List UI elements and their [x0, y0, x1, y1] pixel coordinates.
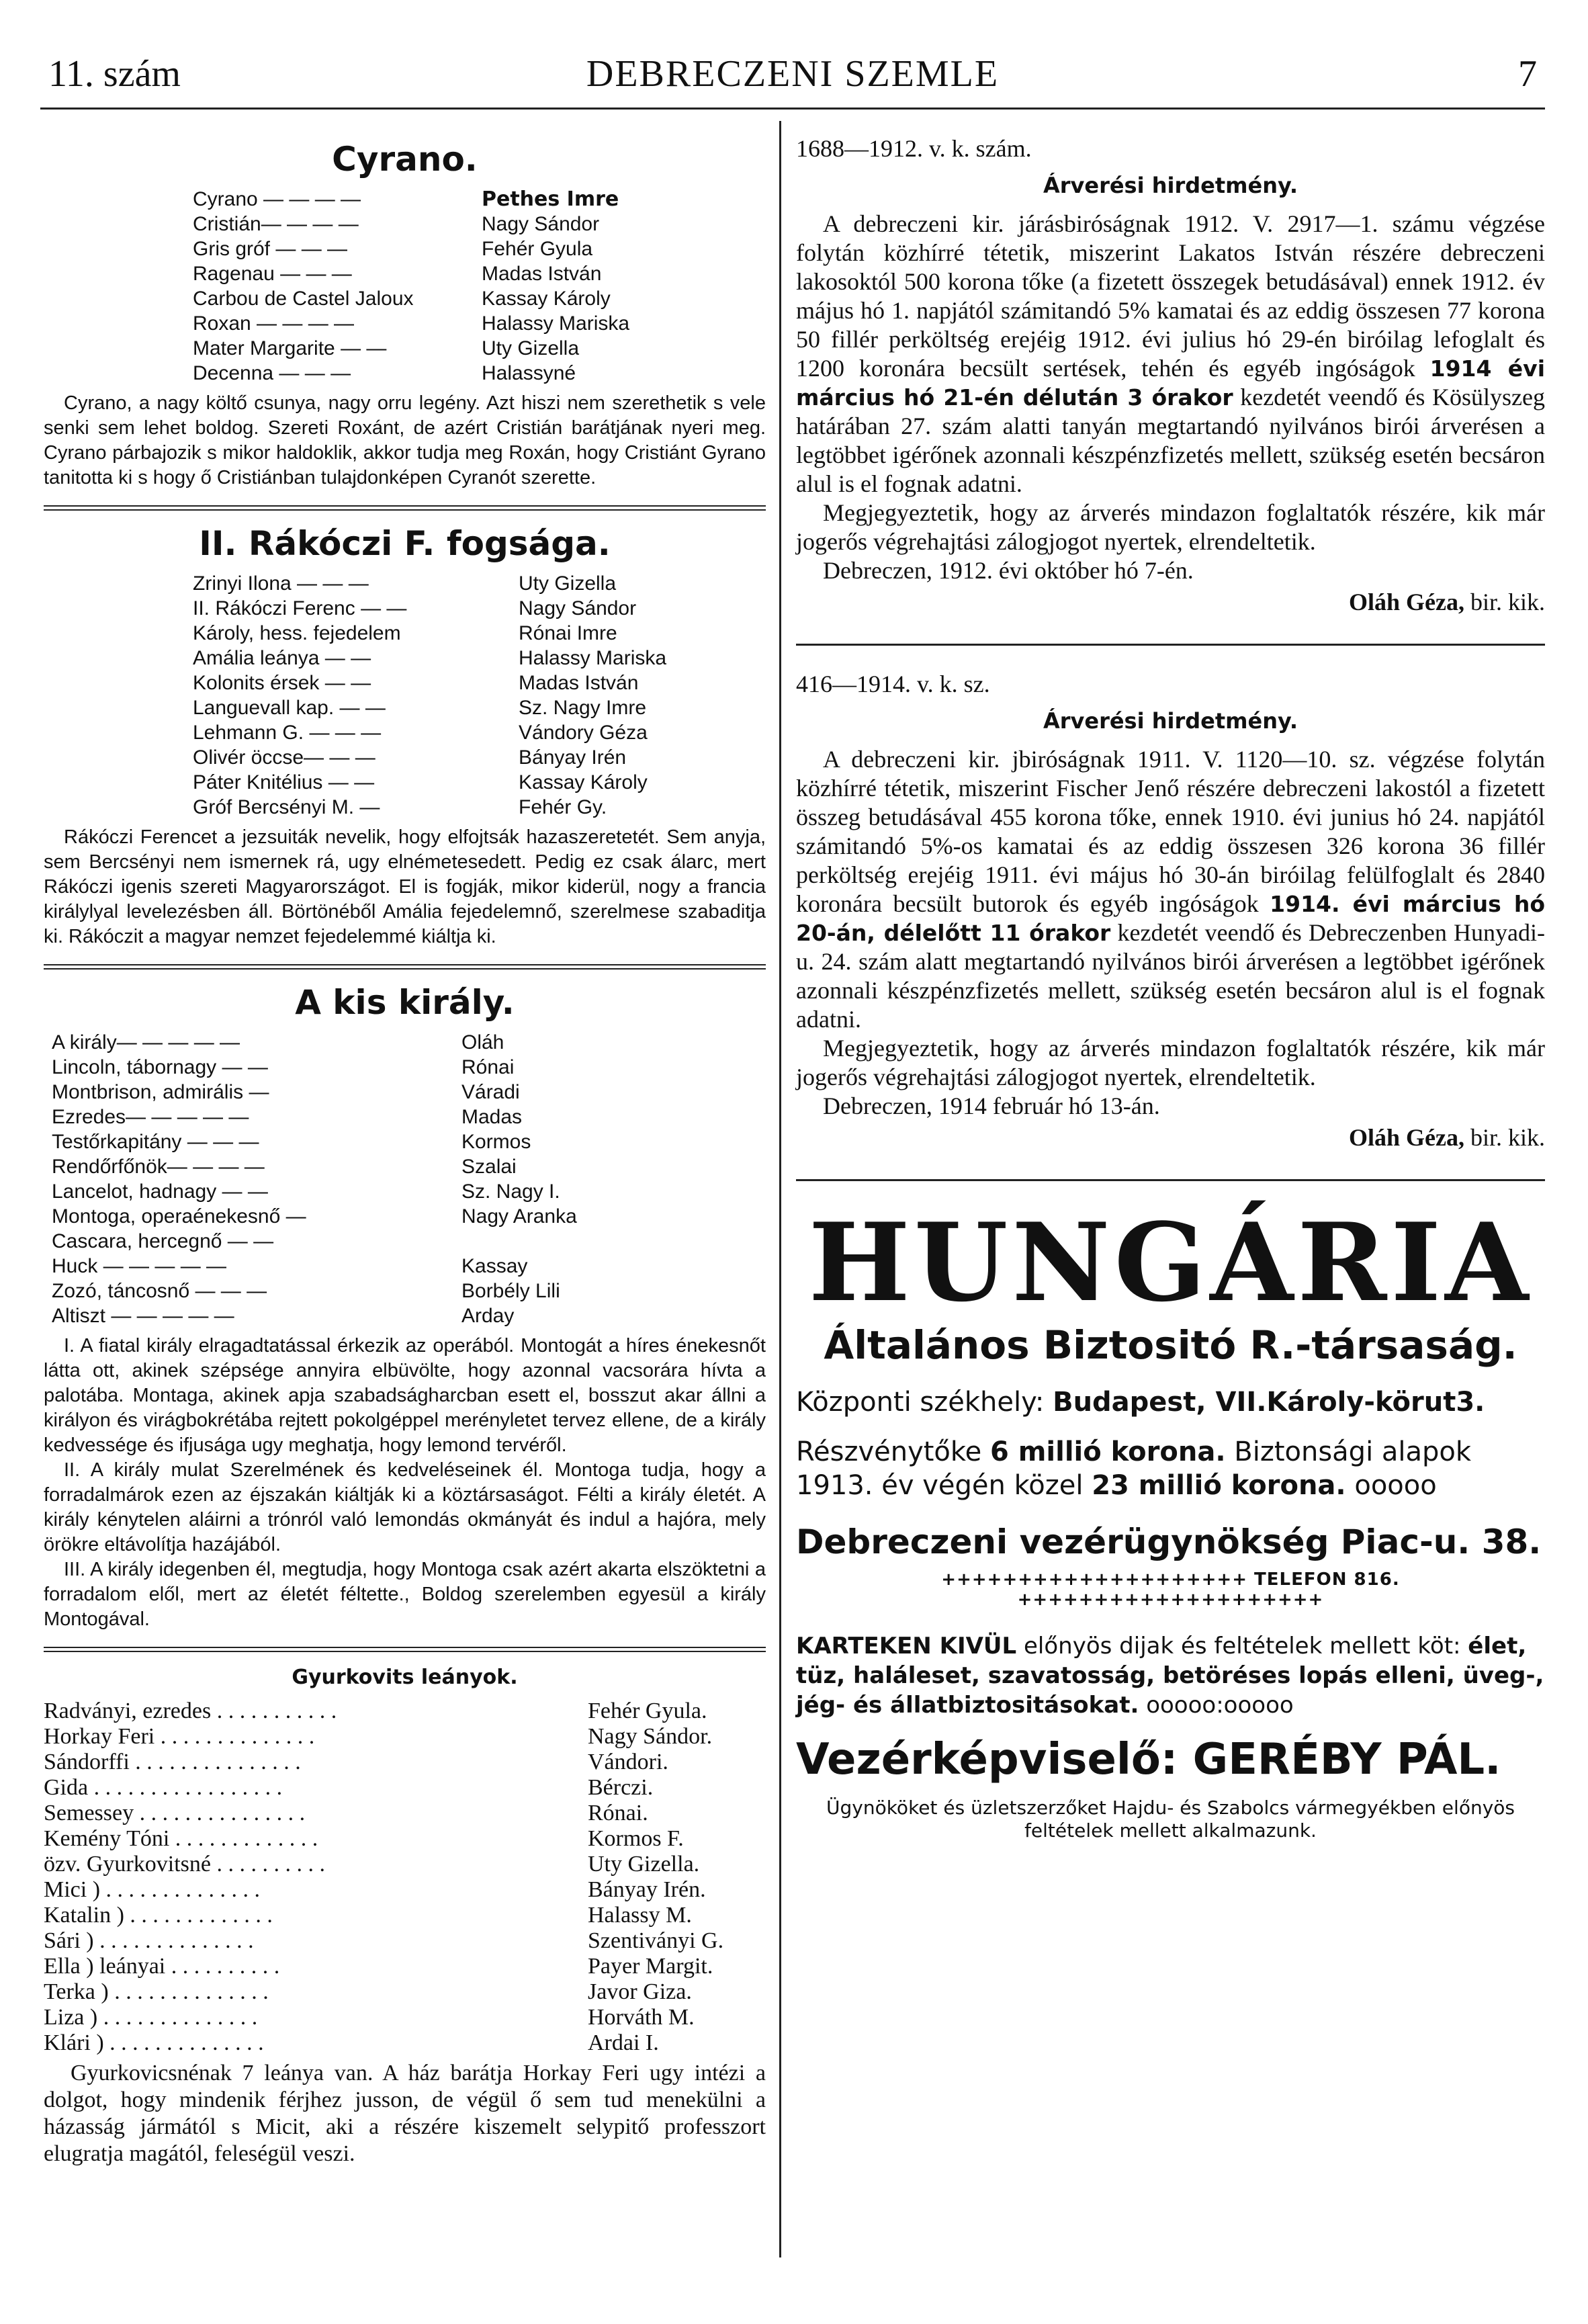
- ad-footer: Ügynököket és üzletszerzőket Hajdu- és Szabolcs vármegyékben előnyös feltételek mellett alkalmazunk.: [826, 1797, 1515, 1842]
- auction-date: 1914. évi március hó 20-án, délelőtt 11 órakor: [796, 891, 1545, 946]
- actor: Vándory Géza: [519, 722, 648, 744]
- role: Olivér öccse— — —: [193, 746, 376, 769]
- capital-info: [796, 1435, 1545, 1502]
- role: Károly, hess. fejedelem: [193, 622, 401, 644]
- cast-row: [193, 646, 766, 671]
- synopsis-text: Rákóczi Ferencet a jezsuiták nevelik, hogy elfojtsák hazaszeretetét. Sem anyja, sem Bercsényi nem ismernek rá, ugy elnémetesedett. Pedig ez csak álarc, mert Rákóczi igenis szereti Magyarországot. El is fogják, mikor kiderül, nogy a francia királylyal levelezésben áll. Börtönéből Amália fejedelemnő, szerelmese szabaditja ki. Rákóczit a magyar nemzet fejedelemmé kiáltja ki.: [44, 826, 766, 947]
- actor: Szentiványi G.: [588, 1928, 724, 1953]
- role: Liza ) . . . . . . . . . . . . . .: [44, 2005, 258, 2030]
- section-divider: [44, 505, 766, 511]
- cast-row: [52, 1279, 766, 1303]
- representative: Vezérképviselő: GERÉBY PÁL.: [796, 1735, 1501, 1784]
- signature: [796, 1123, 1545, 1152]
- actor: Bányay Irén.: [588, 1877, 706, 1902]
- actor: Halassy Mariska: [519, 647, 667, 669]
- actor: Fehér Gyula: [482, 238, 593, 260]
- actor: Madas István: [482, 263, 602, 285]
- actor: Szalai: [461, 1156, 517, 1178]
- cast-row: [193, 236, 766, 261]
- role: Gris gróf — — —: [193, 238, 348, 260]
- cards-heading: KARTEKEN KIVÜL: [796, 1633, 1017, 1660]
- act-text: I. A fiatal király elragadtatással érkezik az operából. Montogát a híres énekesnőt látta ott, akinek szépsége annyira elbüvölte, hogy azonnal vacsorára hívta a palotába. Montaga, akinek apja szabadságharcban esett el, bosszut akar állni a királyon és virágbokrétába rejtett pokolgéppel merényletet tervez ellene, de a király kedvessége és ifjusága ugy meghatja, hogy lemond tervéről.: [44, 1335, 766, 1456]
- role: Huck — — — — —: [52, 1255, 227, 1277]
- agency-address: Debreczeni vezérügynökség Piac-u. 38.: [796, 1522, 1542, 1561]
- role: Páter Knitélius — —: [193, 771, 375, 793]
- cast-row: [44, 2005, 766, 2030]
- role: Sándorffi . . . . . . . . . . . . . . .: [44, 1750, 301, 1774]
- role: Roxan — — — —: [193, 312, 355, 335]
- role: Klári ) . . . . . . . . . . . . . .: [44, 2030, 264, 2055]
- actor: Nagy Aranka: [461, 1205, 577, 1228]
- hungaria-advertisement: [796, 1199, 1545, 1842]
- actor: Kassay: [461, 1255, 528, 1277]
- role: Kemény Tóni . . . . . . . . . . . . .: [44, 1826, 318, 1851]
- notice-divider: [796, 644, 1545, 646]
- role: Zrinyi Ilona — — —: [193, 572, 369, 595]
- cast-row: [193, 212, 766, 236]
- cast-row: [193, 720, 766, 745]
- gyurkovits-cast: [44, 1698, 766, 2056]
- actor: Madas: [461, 1106, 523, 1128]
- cast-row: [52, 1179, 766, 1204]
- cast-row: [52, 1303, 766, 1328]
- phone-line: ++++++++++++++++++++ TELEFON 816. ++++++++++++++++++++: [941, 1569, 1400, 1610]
- cast-row: [52, 1129, 766, 1154]
- insurance-types: [796, 1631, 1545, 1720]
- cast-row: [44, 1724, 766, 1750]
- actor: Bérczi.: [588, 1775, 654, 1800]
- role: Montoga, operaénekesnő —: [52, 1205, 306, 1228]
- actor: Halassyné: [482, 362, 576, 384]
- actor: Pethes Imre: [482, 187, 619, 211]
- actor: Kormos F.: [588, 1826, 684, 1851]
- cast-row: [44, 2030, 766, 2056]
- cast-row: [193, 311, 766, 336]
- actor: Uty Gizella: [482, 337, 580, 359]
- role: Montbrison, admirális —: [52, 1081, 269, 1103]
- cast-row: [193, 261, 766, 286]
- actor: Rónai Imre: [519, 622, 617, 644]
- actor: Javor Giza.: [588, 1979, 692, 2004]
- cast-row: [52, 1154, 766, 1179]
- cast-row: [44, 1801, 766, 1826]
- role: Zozó, táncosnő — — —: [52, 1280, 267, 1302]
- capital-label: Részvénytőke: [796, 1436, 982, 1467]
- auction-notice-2: [796, 670, 1545, 1152]
- auction-notice-1: [796, 134, 1545, 617]
- cast-row: [44, 1954, 766, 1979]
- page-number: 7: [1518, 53, 1537, 95]
- role: Ezredes— — — — —: [52, 1106, 249, 1128]
- kiskiraly-title: A kis király.: [295, 983, 515, 1022]
- cast-row: [52, 1055, 766, 1080]
- cast-row: [52, 1030, 766, 1055]
- role: Cyrano — — — —: [193, 188, 361, 210]
- notice-heading: Árverési hirdetmény.: [1043, 708, 1298, 734]
- actor: Ardai I.: [588, 2030, 659, 2055]
- case-number: 416—1914. v. k. sz.: [796, 671, 990, 697]
- role: Languevall kap. — —: [193, 697, 386, 719]
- actor: Vándori.: [588, 1750, 668, 1774]
- cast-row: [44, 1775, 766, 1801]
- cast-row: [52, 1229, 766, 1254]
- actor: Borbély Lili: [461, 1280, 560, 1302]
- rakoczi-title: II. Rákóczi F. fogsága.: [199, 524, 611, 563]
- cyrano-cast: [44, 187, 766, 386]
- cast-row: [193, 671, 766, 695]
- cast-row: [44, 1928, 766, 1954]
- role: A király— — — — —: [52, 1031, 240, 1053]
- role: Rendőrfőnök— — — —: [52, 1156, 265, 1178]
- actor: Rónai.: [588, 1801, 648, 1825]
- cast-row: [44, 1852, 766, 1877]
- cast-row: [44, 1826, 766, 1852]
- role: Lincoln, tábornagy — —: [52, 1056, 268, 1078]
- cast-row: [52, 1105, 766, 1129]
- capital-value: 6 millió korona.: [989, 1436, 1226, 1467]
- actor: Horváth M.: [588, 2005, 695, 2030]
- cast-row: [193, 286, 766, 311]
- cast-row: [44, 1877, 766, 1903]
- role: Mici ) . . . . . . . . . . . . . .: [44, 1877, 261, 1902]
- cast-row: [193, 770, 766, 795]
- right-column: [796, 134, 1545, 1842]
- role: Semessey . . . . . . . . . . . . . . .: [44, 1801, 306, 1825]
- rakoczi-cast: [44, 571, 766, 820]
- role: Decenna — — —: [193, 362, 351, 384]
- notice-body: [796, 745, 1545, 1034]
- notice-text: kezdetét veendő és Debreczenben Hunyadi-u. 24. szám alatt megtartandó nyilvános birói árverésen a legtöbbet igérőnek azonnali készpénzfizetés mellett, szükség esetén becsáron alul is el fognak adatni.: [796, 919, 1546, 1033]
- role: Kolonits érsek — —: [193, 672, 371, 694]
- cast-row: [193, 336, 766, 361]
- cast-row: [193, 745, 766, 770]
- kiskiraly-acts: [44, 1334, 766, 1632]
- synopsis-text: Gyurkovicsnénak 7 leánya van. A ház barátja Horkay Feri ugy intézi a dolgot, hogy mindenik férjhez jusson, de végül ő sem tud menekülni a házasság jármától s Micit, aki a részére kiszemelt selypitő professzort elugratja magától, feleségül veszi.: [44, 2061, 766, 2166]
- journal-title: DEBRECZENI SZEMLE: [586, 53, 1000, 95]
- role: Sári ) . . . . . . . . . . . . . .: [44, 1928, 254, 1953]
- role: Ragenau — — —: [193, 263, 352, 285]
- role: Terka ) . . . . . . . . . . . . . .: [44, 1979, 269, 2004]
- hq-value: Budapest, VII.Károly-körut3.: [1053, 1387, 1485, 1418]
- cast-row: [52, 1204, 766, 1229]
- notice-date: Debreczen, 1912. évi október hó 7-én.: [823, 557, 1194, 584]
- cast-row: [44, 1750, 766, 1775]
- actor: Uty Gizella.: [588, 1852, 700, 1877]
- cast-row: [44, 1979, 766, 2005]
- role: Amália leánya — —: [193, 647, 371, 669]
- page-header: [40, 47, 1545, 110]
- kiskiraly-cast: [44, 1030, 766, 1328]
- signer-name: Oláh Géza,: [1349, 589, 1464, 615]
- actor: Uty Gizella: [519, 572, 617, 595]
- notice-date: Debreczen, 1914 február hó 13-án.: [823, 1092, 1160, 1119]
- actor: Nagy Sándor: [482, 213, 600, 235]
- signer-title: bir. kik.: [1470, 589, 1545, 615]
- auction-date: 1914 évi március hó 21-én délután 3 órakor: [796, 355, 1546, 411]
- role: Gida . . . . . . . . . . . . . . . . .: [44, 1775, 283, 1800]
- actor: Váradi: [461, 1081, 520, 1103]
- actor: Kormos: [461, 1131, 531, 1153]
- cast-row: [193, 187, 766, 212]
- act-text: III. A király idegenben él, megtudja, hogy Montoga csak azért akarta elszöktetni a forradalom elől, mert az életét féltette., Boldog szerelemben egyesül a király Montogával.: [44, 1559, 766, 1630]
- actor: Sz. Nagy Imre: [519, 697, 647, 719]
- notice-body: [796, 210, 1545, 499]
- actor: Halassy M.: [588, 1903, 692, 1928]
- actor: Nagy Sándor: [519, 597, 637, 619]
- cast-row: [193, 596, 766, 621]
- actor: Bányay Irén: [519, 746, 627, 769]
- cast-row: [193, 795, 766, 820]
- rakoczi-synopsis: [44, 825, 766, 949]
- notice-heading: Árverési hirdetmény.: [1043, 173, 1298, 198]
- cast-row: [193, 571, 766, 596]
- notice-text: A debreczeni kir. járásbiróságnak 1912. V. 2917—1. számu végzése folytán közhírré tétetik, miszerint Lakatos István részére debreczeni lakosoktól 500 korona tőke (a fizetett összegek betudásával) ennek 1912. év május hó 1. napjától számitandó 5% kamatai és az eddig összesen 77 korona 50 fillér perköltség erejéig 1912. évi julius hó 29-én biróilag lefoglalt és 1200 koronára becsült sertések, tehén és egyéb ingóságok: [796, 210, 1545, 382]
- signer-name: Oláh Géza,: [1349, 1124, 1464, 1151]
- actor: Arday: [461, 1305, 515, 1327]
- cyrano-synopsis: [44, 391, 766, 490]
- cards-text: előnyös dijak és feltételek mellett köt:: [1024, 1633, 1461, 1660]
- left-column: [44, 134, 766, 2167]
- role: Lehmann G. — — —: [193, 722, 382, 744]
- actor: Kassay Károly: [519, 771, 648, 793]
- cast-row: [44, 1698, 766, 1724]
- actor: Rónai: [461, 1056, 515, 1078]
- ad-divider: [796, 1179, 1545, 1181]
- actor: Halassy Mariska: [482, 312, 630, 335]
- column-divider: [779, 121, 781, 2257]
- cast-row: [193, 621, 766, 646]
- ornament: ooooo:ooooo: [1146, 1692, 1294, 1719]
- section-divider: [44, 1647, 766, 1652]
- actor: Fehér Gy.: [519, 796, 607, 818]
- actor: Payer Margit.: [588, 1954, 713, 1979]
- actor: Oláh: [461, 1031, 504, 1053]
- cast-row: [52, 1254, 766, 1279]
- cards-list: élet, tüz, haláleset, szavatosság, betöréses lopás elleni, üveg-, jég- és állatbiztositásokat.: [796, 1633, 1544, 1719]
- notice-text: A debreczeni kir. jbiróságnak 1911. V. 1120—10. sz. végzése folytán közhírré tétetik, miszerint Fischer Jenő részére debreczeni lakostól a fizetett összeg betudásával 455 korona tőke, ennek 1910. évi junius hó 24. napjától számitandó 5%-os kamatai és az eddig összesen 326 korona 36 fillér perköltség erejéig 1911. évi május hó 30-án biróilag felülfoglalt és 2840 koronára becsült butorok és egyéb ingóságok: [796, 746, 1545, 917]
- actor: Fehér Gyula.: [588, 1698, 707, 1723]
- role: Cascara, hercegnő — —: [52, 1230, 274, 1252]
- cast-row: [193, 695, 766, 720]
- synopsis-text: Cyrano, a nagy költő csunya, nagy orru legény. Azt hiszi nem szerethetik s vele senki sem lehet boldog. Szereti Roxánt, de azért Cristián barátjának nyeri meg. Cyrano párbajozik s mikor haldoklik, akkor tudja meg Roxán, hogy Cristiánt Gyrano tanitotta ki s hogy ő Cristiánban tulajdonképen Cyranót szerette.: [44, 392, 766, 488]
- case-number: 1688—1912. v. k. szám.: [796, 135, 1032, 162]
- role: Cristián— — — —: [193, 213, 359, 235]
- reserve-value: 23 millió korona.: [1092, 1470, 1346, 1501]
- role: Horkay Feri . . . . . . . . . . . . . .: [44, 1724, 315, 1749]
- role: II. Rákóczi Ferenc — —: [193, 597, 407, 619]
- actor: Kassay Károly: [482, 288, 611, 310]
- role: Ella ) leányai . . . . . . . . . .: [44, 1954, 280, 1979]
- actor: Madas István: [519, 672, 639, 694]
- role: Lancelot, hadnagy — —: [52, 1180, 268, 1203]
- signer-title: bir. kik.: [1470, 1124, 1545, 1151]
- ornament: ooooo: [1354, 1470, 1437, 1501]
- role: Testőrkapitány — — —: [52, 1131, 259, 1153]
- signature: [796, 588, 1545, 617]
- cyrano-title: Cyrano.: [332, 140, 478, 179]
- role: Carbou de Castel Jaloux: [193, 288, 414, 310]
- hq-label: Központi székhely:: [796, 1387, 1045, 1418]
- cast-row: [52, 1080, 766, 1105]
- actor: Sz. Nagy I.: [461, 1180, 560, 1203]
- notice-note: Megjegyeztetik, hogy az árverés mindazon foglaltatók részére, kik már jogerős végrehajtási zálogjogot nyertek, elrendeltetik.: [796, 499, 1545, 555]
- cast-row: [193, 361, 766, 386]
- notice-note: Megjegyeztetik, hogy az árverés mindazon foglaltatók részére, kik már jogerős végrehajtási zálogjogot nyertek, elrendeltetik.: [796, 1035, 1545, 1090]
- role: Gróf Bercsényi M. —: [193, 796, 380, 818]
- role: Radványi, ezredes . . . . . . . . . . .: [44, 1698, 337, 1723]
- gyurkovits-title: Gyurkovits leányok.: [292, 1666, 518, 1689]
- cast-row: [44, 1903, 766, 1928]
- notice-text: kezdetét veendő és Kösülyszeg határában 27. szám alatti tanyán megtartandó nyilvános birói árverésen a legtöbbet igérőnek azonnali készpénzfizetés mellett, szükség esetén becsáron alul is el fognak adatni.: [796, 384, 1545, 497]
- role: Mater Margarite — —: [193, 337, 387, 359]
- gyurkovits-synopsis: [44, 2060, 766, 2167]
- section-divider: [44, 964, 766, 970]
- brand-name: HUNGÁRIA: [808, 1199, 1533, 1326]
- act-text: II. A király mulat Szerelmének és kedveléseinek él. Montoga tudja, hogy a forradalmárok ezen az éjszakán kiáltják ki a köztársaságot. Félti a király életét. A király kénytelen aláirni a trónról való lemondás okmányát és indul a hajóra, mely örökre eltávolítja hazájából.: [44, 1459, 766, 1555]
- role: Katalin ) . . . . . . . . . . . . .: [44, 1903, 273, 1928]
- company-subtitle: Általános Biztositó R.-társaság.: [824, 1322, 1517, 1368]
- reserve-label: Biztonsági alapok 1913. év végén közel: [796, 1436, 1472, 1501]
- issue-number: 11. szám: [48, 53, 181, 95]
- role: Altiszt — — — — —: [52, 1305, 234, 1327]
- actor: Nagy Sándor.: [588, 1724, 713, 1749]
- role: özv. Gyurkovitsné . . . . . . . . . .: [44, 1852, 325, 1877]
- headquarters: [796, 1387, 1545, 1418]
